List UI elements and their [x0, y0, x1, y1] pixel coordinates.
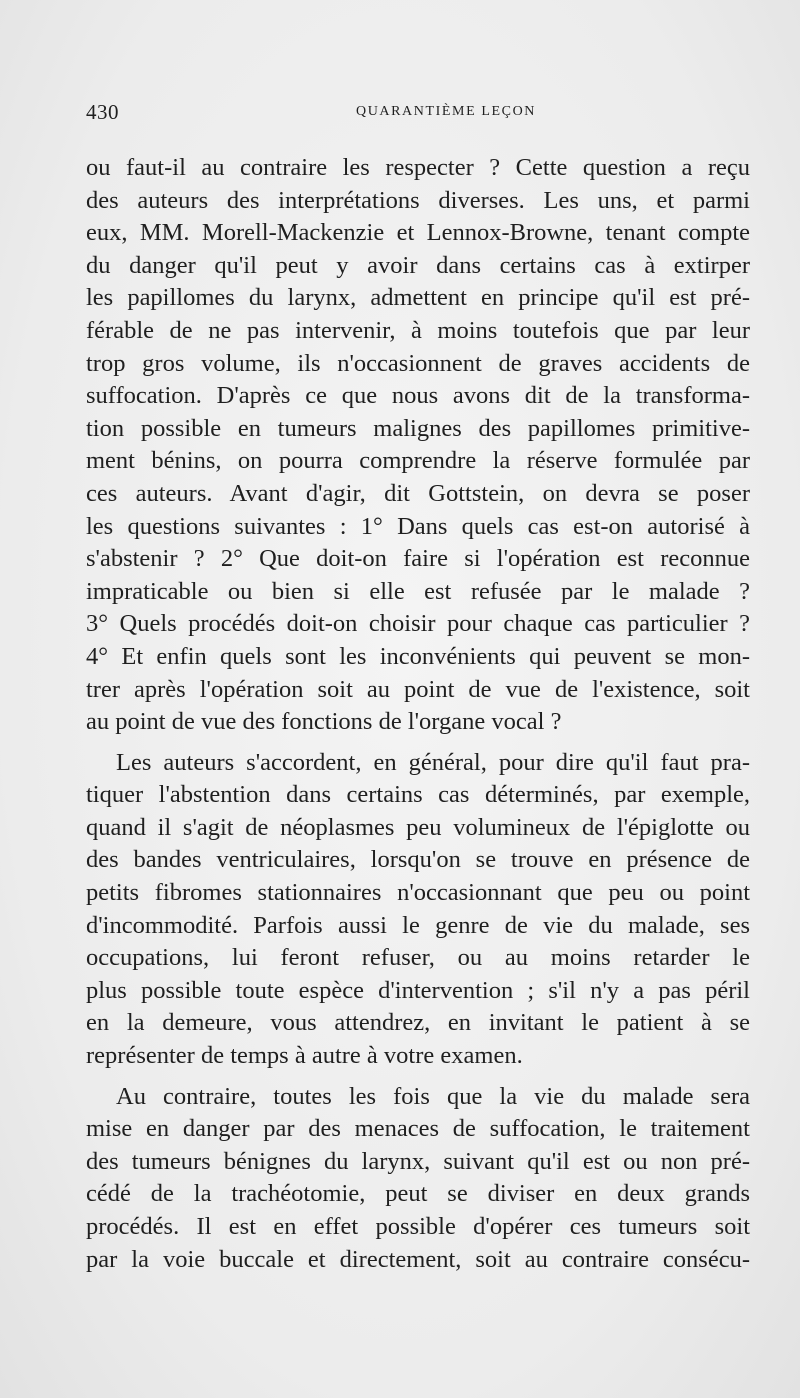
text-line: en la demeure, vous attendrez, en invitant le patient à se: [86, 1009, 750, 1037]
text-line: mise en danger par des menaces de suffocation, le traitement: [86, 1115, 750, 1143]
text-line: des tumeurs bénignes du larynx, suivant qu'il est ou non pré-: [86, 1147, 750, 1175]
body-text: [86, 152, 750, 1276]
running-head: QUARANTIÈME LEÇON: [355, 104, 537, 119]
text-line: Les auteurs s'accordent, en général, pour dire qu'il faut pra-: [116, 748, 750, 776]
text-line: s'abstenir ? 2° Que doit-on faire si l'opération est reconnue: [86, 545, 750, 573]
text-line: d'incommodité. Parfois aussi le genre de vie du malade, ses: [86, 911, 750, 939]
text-line: férable de ne pas intervenir, à moins toutefois que par leur: [86, 316, 750, 344]
text-line: impraticable ou bien si elle est refusée par le malade ?: [86, 577, 750, 605]
text-line: ou faut-il au contraire les respecter ? Cette question a reçu: [86, 154, 750, 181]
paragraph-gap: [86, 739, 750, 747]
paragraph: [86, 152, 750, 739]
page-number: 430: [86, 100, 119, 124]
text-line: eux, MM. Morell-Mackenzie et Lennox-Browne, tenant compte: [86, 219, 750, 247]
text-line: des bandes ventriculaires, lorsqu'on se trouve en présence de: [86, 846, 750, 874]
text-line: du danger qu'il peut y avoir dans certains cas à extirper: [86, 251, 750, 279]
text-line: cédé de la trachéotomie, peut se diviser en deux grands: [86, 1180, 750, 1208]
text-line: tion possible en tumeurs malignes des papillomes primitive-: [86, 414, 750, 442]
text-line: quand il s'agit de néoplasmes peu volumineux de l'épiglotte ou: [86, 813, 750, 841]
text-line: plus possible toute espèce d'intervention ; s'il n'y a pas péril: [86, 976, 750, 1004]
text-line: trer après l'opération soit au point de vue de l'existence, soit: [86, 675, 750, 703]
paragraph: [86, 747, 750, 1073]
text-line: représenter de temps à autre à votre examen.: [86, 1042, 523, 1070]
text-line: occupations, lui feront refuser, ou au moins retarder le: [86, 944, 750, 972]
text-line: 4° Et enfin quels sont les inconvénients qui peuvent se mon-: [86, 642, 750, 670]
page-header: [86, 100, 746, 132]
text-line: au point de vue des fonctions de l'organe vocal ?: [86, 708, 562, 736]
text-line: ces auteurs. Avant d'agir, dit Gottstein, on devra se poser: [86, 479, 750, 507]
text-line: petits fibromes stationnaires n'occasionnant que peu ou point: [86, 879, 750, 907]
text-line: les papillomes du larynx, admettent en principe qu'il est pré-: [86, 284, 750, 312]
text-line: 3° Quels procédés doit-on choisir pour chaque cas particulier ?: [86, 610, 750, 638]
text-line: tiquer l'abstention dans certains cas déterminés, par exemple,: [86, 781, 750, 809]
text-line: les questions suivantes : 1° Dans quels cas est-on autorisé à: [86, 512, 750, 540]
text-line: des auteurs des interprétations diverses. Les uns, et parmi: [86, 186, 750, 214]
text-line: par la voie buccale et directement, soit au contraire consécu-: [86, 1245, 750, 1273]
text-line: Au contraire, toutes les fois que la vie du malade sera: [116, 1082, 750, 1110]
text-line: suffocation. D'après ce que nous avons dit de la transforma-: [86, 382, 750, 410]
text-line: ment bénins, on pourra comprendre la réserve formulée par: [86, 447, 750, 475]
text-line: trop gros volume, ils n'occasionnent de graves accidents de: [86, 349, 750, 377]
paragraph-gap: [86, 1073, 750, 1081]
paragraph: [86, 1081, 750, 1277]
text-line: procédés. Il est en effet possible d'opérer ces tumeurs soit: [86, 1213, 750, 1240]
